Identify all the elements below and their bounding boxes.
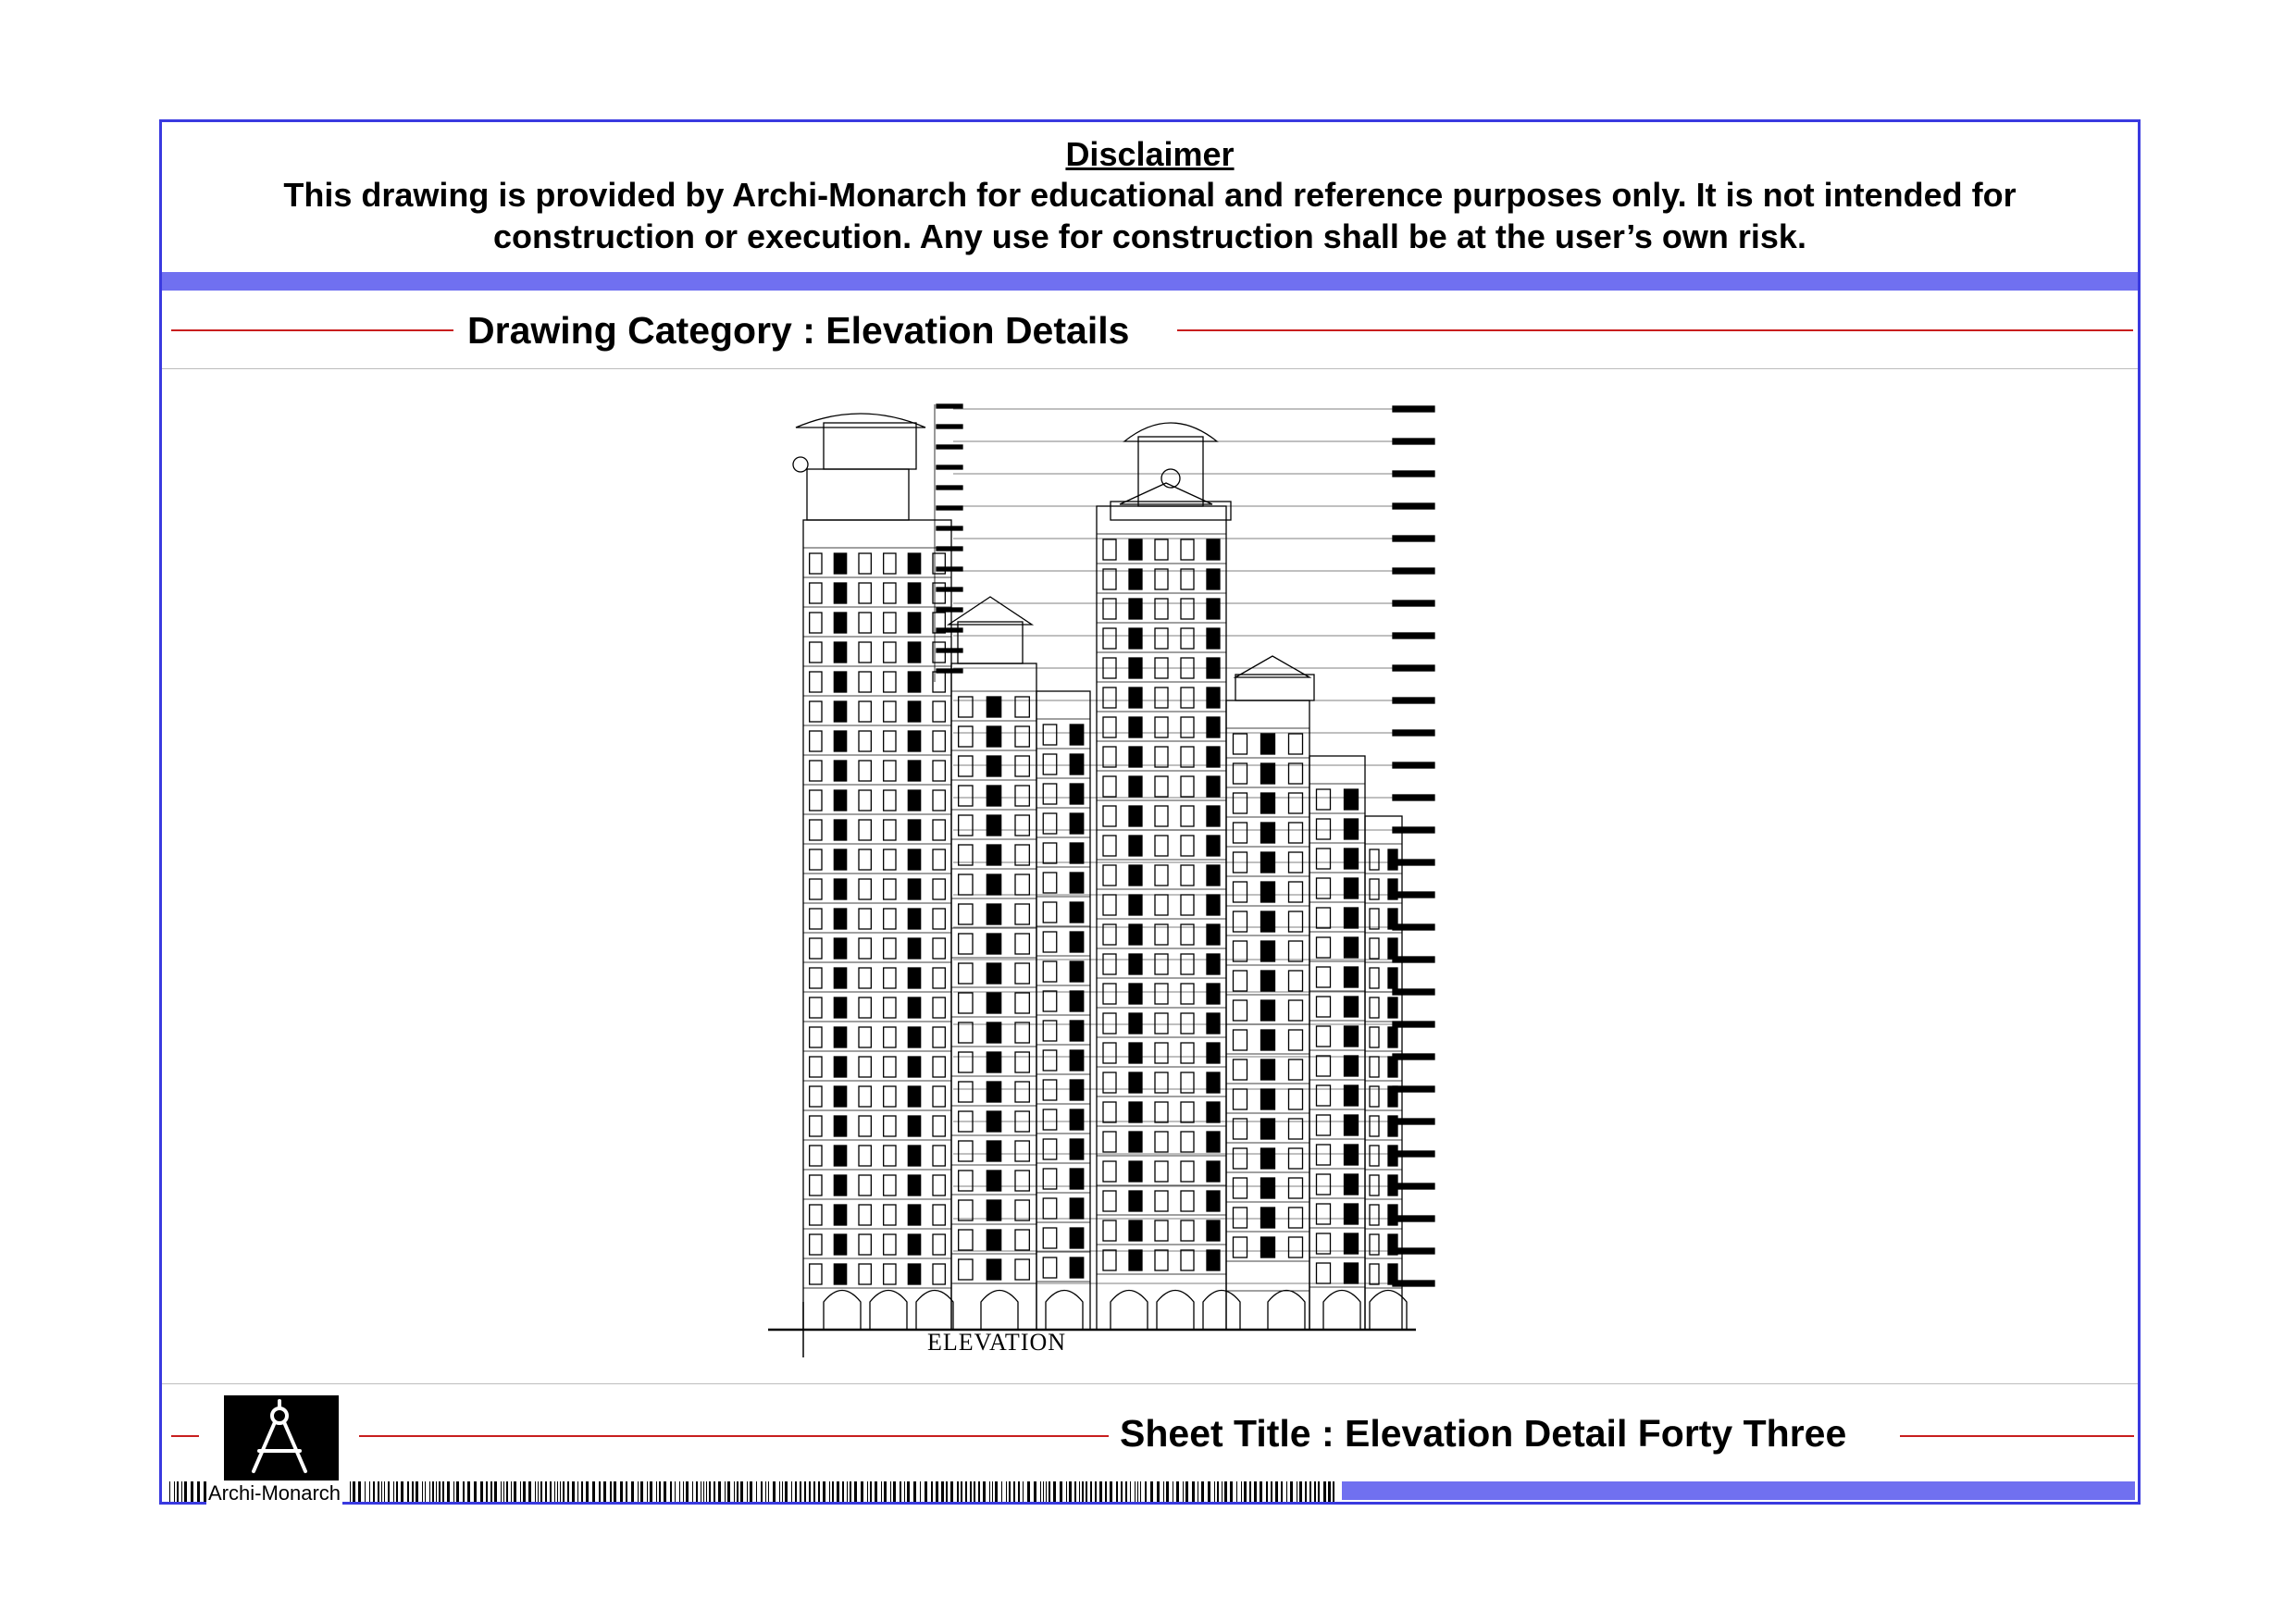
logo-mark (224, 1395, 339, 1481)
disclaimer-text: This drawing is provided by Archi-Monarch for educational and reference purposes only. It is not intended for construction or execution. Any use for construction shall be at the user’s own risk. (283, 176, 2017, 255)
disclaimer-block (162, 122, 2138, 273)
sheet-title: Sheet Title : Elevation Detail Forty Three (1120, 1412, 1847, 1455)
disclaimer-title: Disclaimer (1065, 135, 1235, 173)
footer-rule-left (171, 1435, 199, 1437)
drawing-category: Drawing Category : Elevation Details (467, 309, 1130, 352)
elevation-drawing (768, 386, 1670, 1376)
compass-icon (224, 1395, 339, 1481)
barcode-strip (169, 1481, 1335, 1502)
category-rule-right (1177, 329, 2133, 331)
footer-rule-right (1900, 1435, 2134, 1437)
category-rule-left (171, 329, 453, 331)
logo-text: Archi-Monarch (208, 1481, 341, 1505)
drawing-sheet (159, 119, 2141, 1505)
footer-rule-middle (359, 1435, 1109, 1437)
disclaimer-band (162, 272, 2138, 291)
building-elevation-icon (768, 386, 1670, 1376)
category-row (162, 291, 2138, 369)
elevation-caption: ELEVATION (926, 1329, 1067, 1356)
footer-row (162, 1383, 2138, 1505)
footer-band (1342, 1481, 2135, 1500)
